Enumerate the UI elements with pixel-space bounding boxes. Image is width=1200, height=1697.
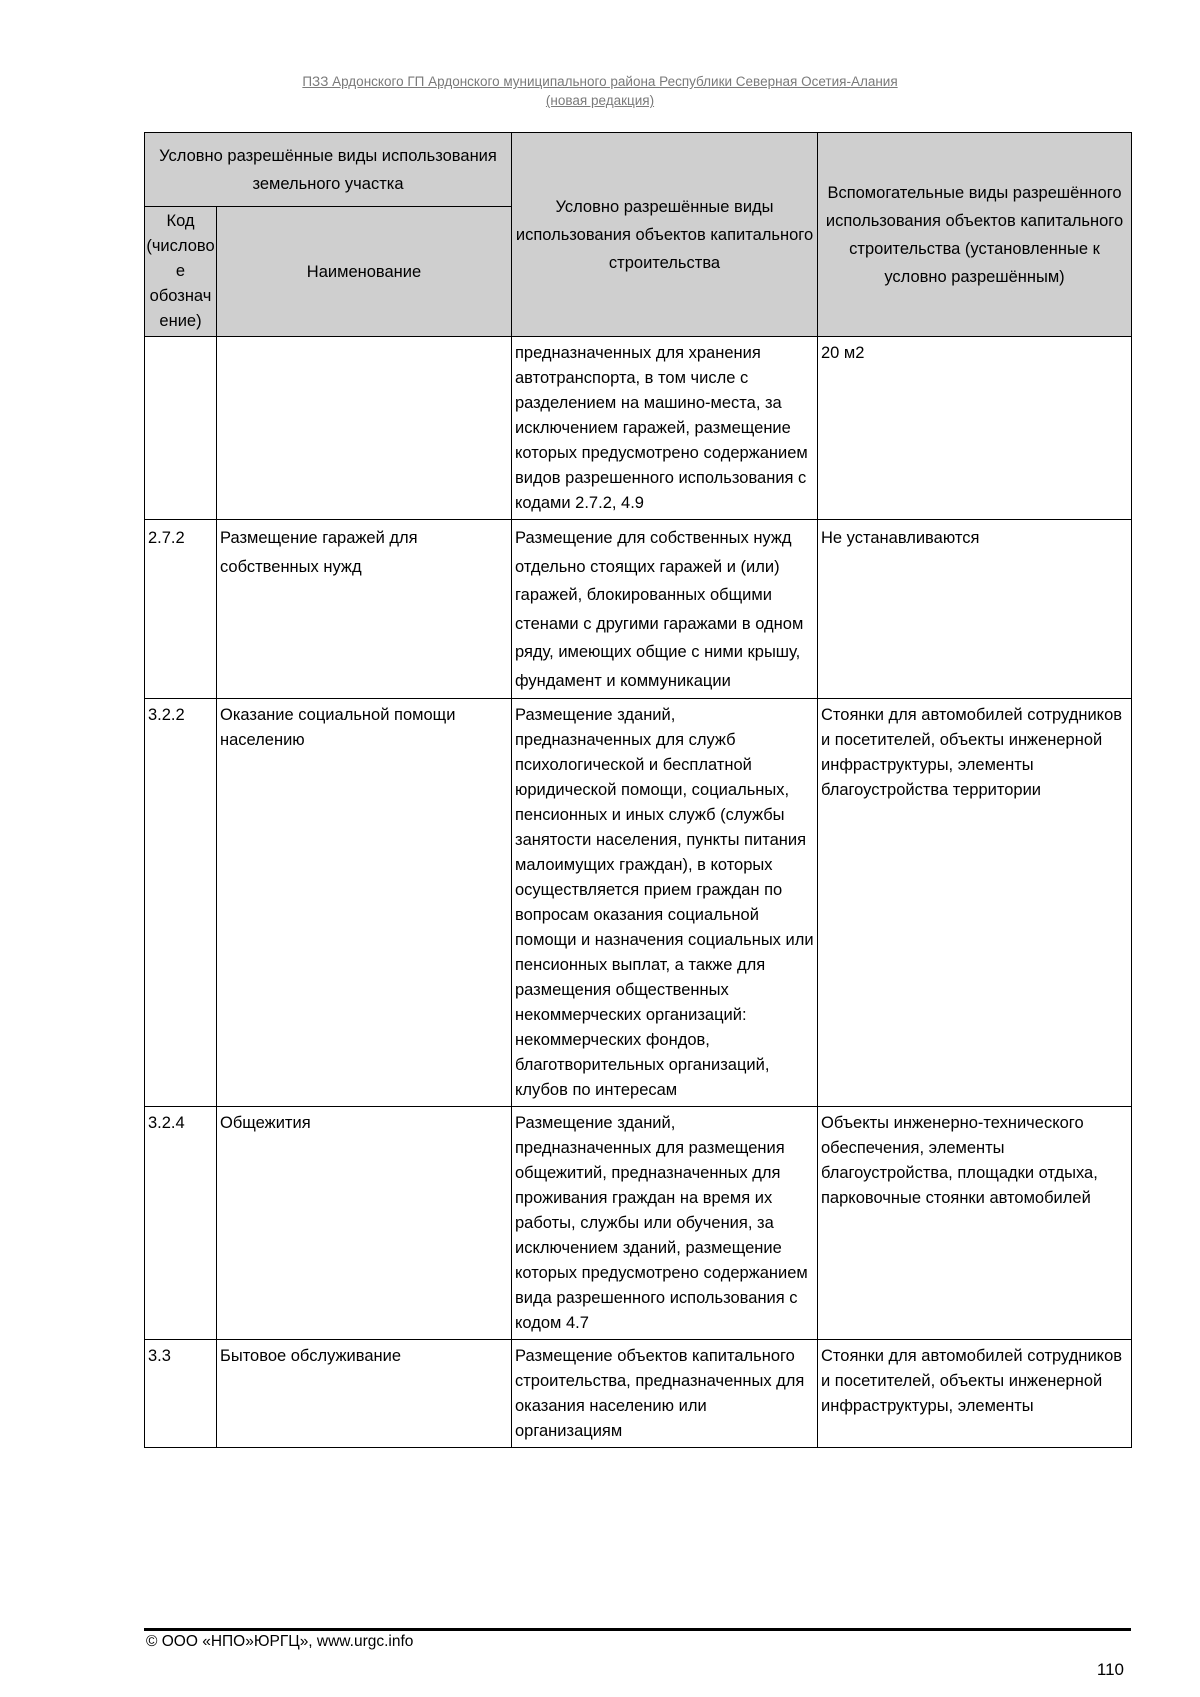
cell-objects: Размещение зданий, предназначенных для служб психологической и бесплатной юридической помощи, социальных, пенсионных и иных служб (службы занятости населения, пункты питания малоимущих граждан), в которых осуществляется прием граждан по вопросам оказания социальной помощи и назначения социальных или пенсионных выплат, а также для размещения общественных некоммерческих организаций: некоммерческих фондов, благотворительных организаций, клубов по интересам xyxy=(512,699,818,1107)
header-name: Наименование xyxy=(217,207,512,337)
page-number: 110 xyxy=(1096,1660,1124,1679)
header-title: ПЗЗ Ардонского ГП Ардонского муниципального района Республики Северная Осетия-Алания xyxy=(302,74,898,89)
header-auxiliary-uses: Вспомогательные виды разрешённого использования объектов капитального строительства (установленные к условно разрешённым) xyxy=(818,133,1132,337)
cell-objects: Размещение зданий, предназначенных для размещения общежитий, предназначенных для проживания граждан на время их работы, службы или обучения, за исключением зданий, размещение которых предусмотрено содержанием вида разрешенного использования с кодом 4.7 xyxy=(512,1107,818,1340)
cell-objects: Размещение для собственных нужд отдельно стоящих гаражей и (или) гаражей, блокированных общими стенами с другими гаражами в одном ряду, имеющих общие с ними крышу, фундамент и коммуникации xyxy=(512,520,818,699)
cell-code: 3.2.4 xyxy=(145,1107,217,1340)
footer-copyright: © ООО «НПО»ЮРГЦ», www.urgc.info xyxy=(146,1633,414,1650)
table-row xyxy=(145,1107,1132,1340)
cell-code: 2.7.2 xyxy=(145,520,217,699)
cell-name: Общежития xyxy=(217,1107,512,1340)
cell-code: 3.2.2 xyxy=(145,699,217,1107)
document-header xyxy=(0,72,1200,110)
cell-auxiliary: 20 м2 xyxy=(818,337,1132,520)
cell-code: 3.3 xyxy=(145,1340,217,1448)
table-header xyxy=(145,133,1132,337)
cell-name: Размещение гаражей для собственных нужд xyxy=(217,520,512,699)
header-subtitle: (новая редакция) xyxy=(545,93,655,108)
zoning-table xyxy=(144,132,1132,1448)
header-construction-objects: Условно разрешённые виды использования объектов капитального строительства xyxy=(512,133,818,337)
cell-auxiliary: Стоянки для автомобилей сотрудников и посетителей, объекты инженерной инфраструктуры, элементы xyxy=(818,1340,1132,1448)
table-row xyxy=(145,699,1132,1107)
cell-name: Бытовое обслуживание xyxy=(217,1340,512,1448)
table-row xyxy=(145,520,1132,699)
footer-divider xyxy=(144,1628,1131,1631)
cell-name xyxy=(217,337,512,520)
cell-auxiliary: Стоянки для автомобилей сотрудников и посетителей, объекты инженерной инфраструктуры, элементы благоустройства территории xyxy=(818,699,1132,1107)
cell-objects: предназначенных для хранения автотранспорта, в том числе с разделением на машино-места, за исключением гаражей, размещение которых предусмотрено содержанием видов разрешенного использования с кодами 2.7.2, 4.9 xyxy=(512,337,818,520)
cell-auxiliary: Объекты инженерно-технического обеспечения, элементы благоустройства, площадки отдыха, парковочные стоянки автомобилей xyxy=(818,1107,1132,1340)
header-land-use-group: Условно разрешённые виды использования земельного участка xyxy=(145,133,512,207)
cell-objects: Размещение объектов капитального строительства, предназначенных для оказания населению или организациям xyxy=(512,1340,818,1448)
cell-auxiliary: Не устанавливаются xyxy=(818,520,1132,699)
table-row xyxy=(145,1340,1132,1448)
cell-name: Оказание социальной помощи населению xyxy=(217,699,512,1107)
table-row xyxy=(145,337,1132,520)
cell-code xyxy=(145,337,217,520)
header-code: Код (числовое обозначение) xyxy=(145,207,217,337)
